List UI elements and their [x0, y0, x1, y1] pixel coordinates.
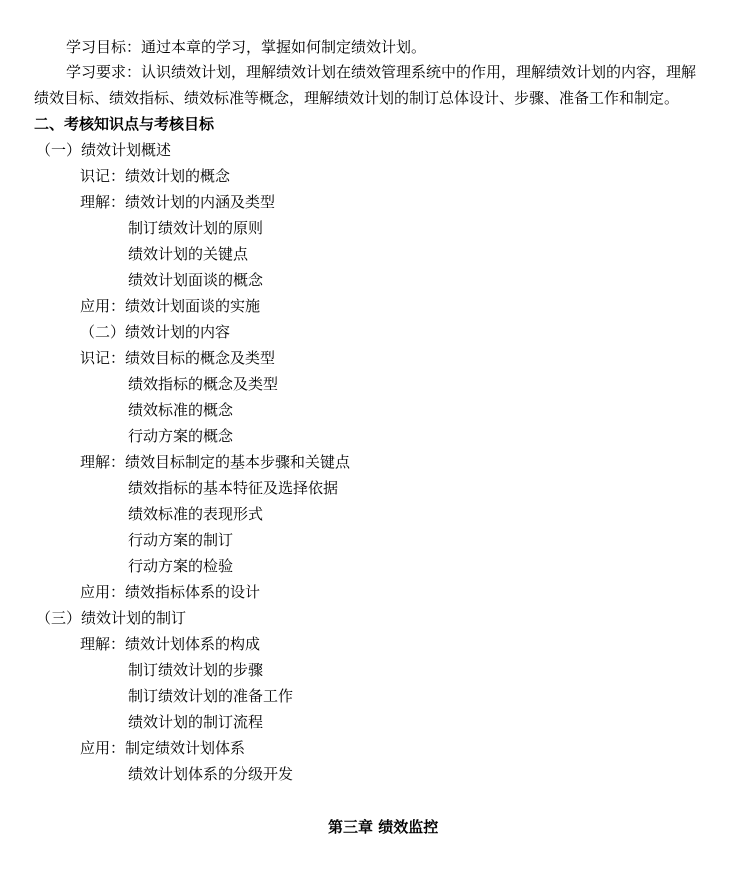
section-heading: 二、考核知识点与考核目标 — [34, 115, 215, 133]
part-3-item: 应用：制定绩效计划体系 — [80, 739, 246, 757]
part-2-item: 识记：绩效目标的概念及类型 — [80, 349, 276, 367]
part-1-item: 绩效计划的关键点 — [128, 245, 249, 263]
part-3-item: 绩效计划的制订流程 — [128, 713, 264, 731]
part-3-item: 绩效计划体系的分级开发 — [128, 765, 294, 783]
part-2-item: 绩效标准的表现形式 — [128, 505, 264, 523]
part-2-item: 绩效指标的基本特征及选择依据 — [128, 479, 339, 497]
part-2-heading: （二）绩效计划的内容 — [80, 323, 231, 341]
part-1-item: 制订绩效计划的原则 — [128, 219, 264, 237]
chapter-title: 第三章 绩效监控 — [328, 818, 439, 836]
part-2-item: 理解：绩效目标制定的基本步骤和关键点 — [80, 453, 351, 471]
part-1-item: 识记：绩效计划的概念 — [80, 167, 231, 185]
part-2-item: 绩效指标的概念及类型 — [128, 375, 279, 393]
part-3-item: 理解：绩效计划体系的构成 — [80, 635, 261, 653]
part-1-item: 理解：绩效计划的内涵及类型 — [80, 193, 276, 211]
part-2-item: 行动方案的概念 — [128, 427, 234, 445]
learning-objective: 学习目标：通过本章的学习，掌握如何制定绩效计划。 — [66, 38, 427, 56]
part-2-item: 应用：绩效指标体系的设计 — [80, 583, 261, 601]
part-2-item: 绩效标准的概念 — [128, 401, 234, 419]
part-2-item: 行动方案的制订 — [128, 531, 234, 549]
part-1-heading: （一）绩效计划概述 — [36, 141, 172, 159]
part-3-item: 制订绩效计划的准备工作 — [128, 687, 294, 705]
learning-requirement-line-2: 绩效目标、绩效指标、绩效标准等概念，理解绩效计划的制订总体设计、步骤、准备工作和制定。 — [34, 89, 680, 107]
part-1-item: 绩效计划面谈的概念 — [128, 271, 264, 289]
part-2-item: 行动方案的检验 — [128, 557, 234, 575]
learning-requirement-line-1: 学习要求：认识绩效计划，理解绩效计划在绩效管理系统中的作用，理解绩效计划的内容，理解 — [66, 63, 697, 81]
part-1-item: 应用：绩效计划面谈的实施 — [80, 297, 261, 315]
part-3-item: 制订绩效计划的步骤 — [128, 661, 264, 679]
part-3-heading: （三）绩效计划的制订 — [36, 609, 187, 627]
